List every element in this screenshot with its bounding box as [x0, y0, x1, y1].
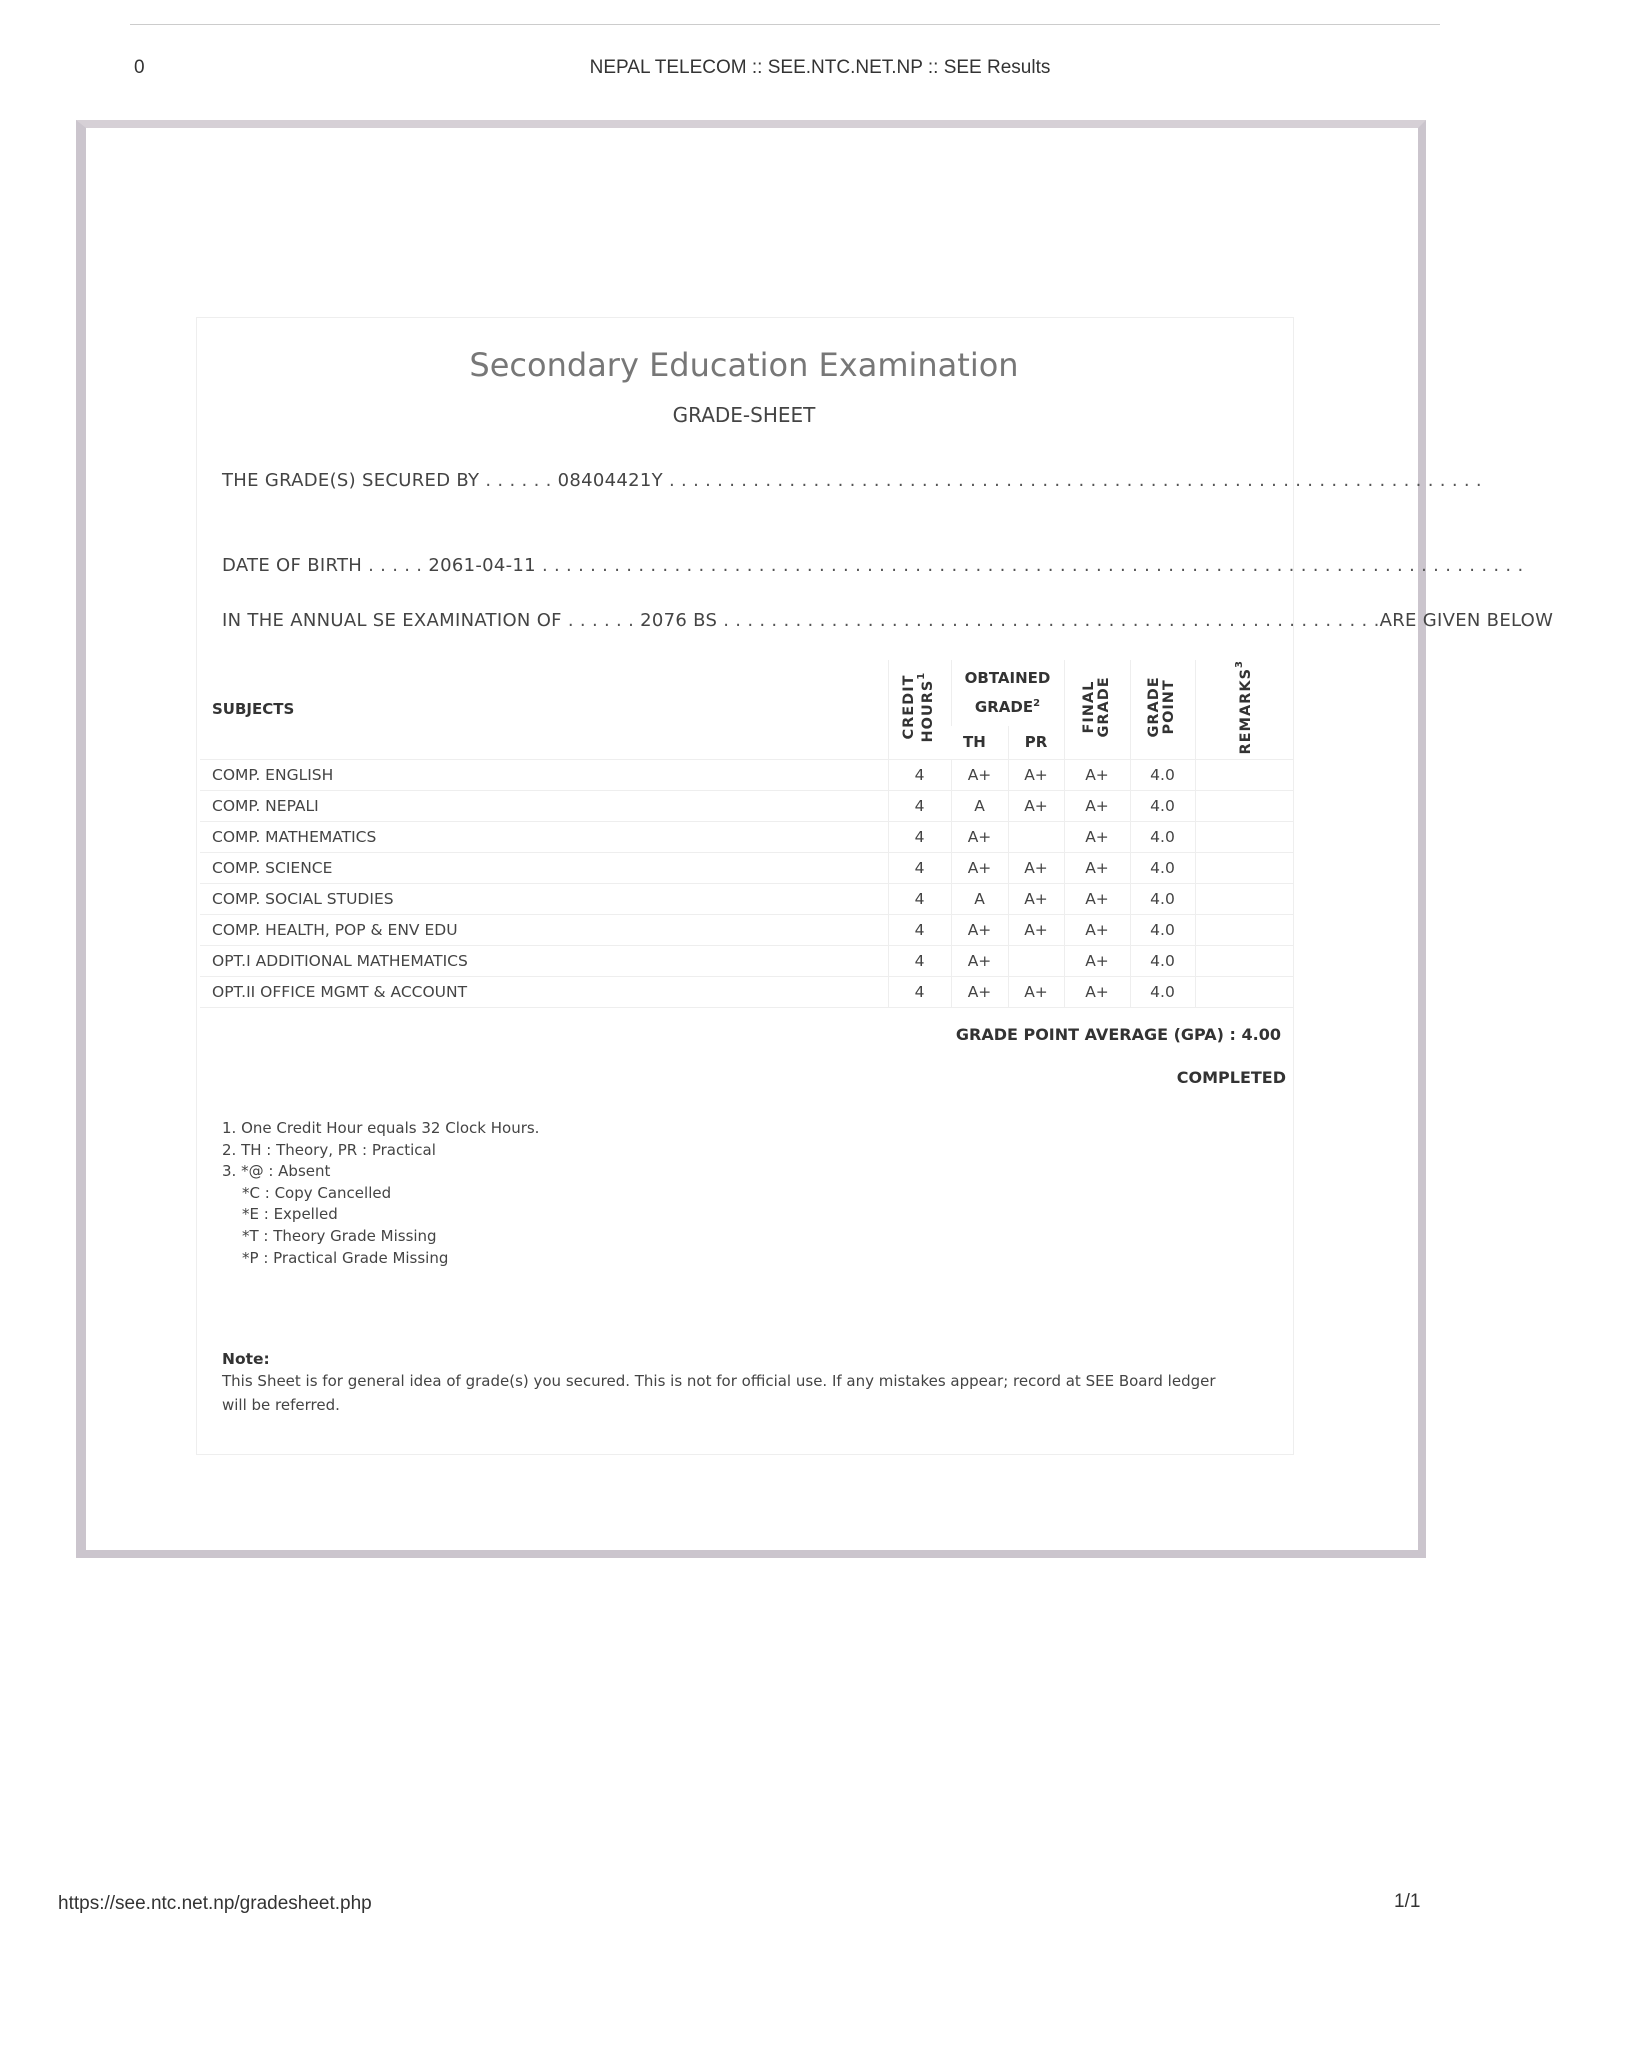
top-rule — [130, 24, 1440, 25]
cell-pr: A+ — [1008, 976, 1064, 1007]
cell-subject: COMP. HEALTH, POP & ENV EDU — [200, 914, 888, 945]
cell-credit: 4 — [888, 852, 951, 883]
cell-remarks — [1195, 821, 1293, 852]
cell-pr: A+ — [1008, 883, 1064, 914]
dob-line: DATE OF BIRTH . . . . . 2061-04-11 . . . . . . . . . . . . . . . . . . . . . . . . . . . . . . . . . . . . . . . . . . . . . . . . . . . . . . . . . . . . . . . . . . . . . . . . . . . . . . . . . . — [222, 555, 1524, 576]
cell-th: A+ — [951, 914, 1008, 945]
cell-remarks — [1195, 976, 1293, 1007]
cell-subject: COMP. ENGLISH — [200, 759, 888, 790]
cell-final: A+ — [1064, 790, 1130, 821]
exam-year: 2076 BS — [640, 610, 718, 631]
cell-th: A — [951, 790, 1008, 821]
table-row — [200, 759, 1293, 790]
footnote: 3. *@ : Absent — [222, 1162, 331, 1181]
secured-by-line: THE GRADE(S) SECURED BY . . . . . . 08404421Y . . . . . . . . . . . . . . . . . . . . . . . . . . . . . . . . . . . . . . . . . . . . . . . . . . . . . . . . . . . . . . . . . . . . — [222, 470, 1482, 491]
print-page-number: 0 — [134, 57, 145, 78]
cell-subject: OPT.II OFFICE MGMT & ACCOUNT — [200, 976, 888, 1007]
cell-final: A+ — [1064, 759, 1130, 790]
cell-th: A+ — [951, 976, 1008, 1007]
cell-remarks — [1195, 914, 1293, 945]
cell-credit: 4 — [888, 759, 951, 790]
print-footer-url: https://see.ntc.net.np/gradesheet.php — [58, 1893, 372, 1914]
cell-pr: A+ — [1008, 852, 1064, 883]
th-header: TH — [951, 726, 1008, 759]
footnotes — [222, 1118, 539, 1269]
cell-pr: A+ — [1008, 914, 1064, 945]
cell-th: A+ — [951, 945, 1008, 976]
grade-point-header: GRADE POINT — [1130, 660, 1195, 759]
table-row — [200, 852, 1293, 883]
cell-credit: 4 — [888, 914, 951, 945]
table-row — [200, 790, 1293, 821]
exam-line: IN THE ANNUAL SE EXAMINATION OF . . . . . . 2076 BS . . . . . . . . . . . . . . . . . . . . . . . . . . . . . . . . . . . . . . . . . . . . . . . . . . . . . . . ARE GIVEN BELOW — [222, 610, 1554, 631]
cell-subject: COMP. SOCIAL STUDIES — [200, 883, 888, 914]
note-label: Note: — [222, 1350, 270, 1368]
exam-title: Secondary Education Examination — [469, 346, 1019, 384]
final-grade-header: FINAL GRADE — [1064, 660, 1130, 759]
cell-subject: OPT.I ADDITIONAL MATHEMATICS — [200, 945, 888, 976]
footnote: *T : Theory Grade Missing — [242, 1226, 437, 1245]
cell-credit: 4 — [888, 945, 951, 976]
cell-gp: 4.0 — [1130, 821, 1195, 852]
footnote: *C : Copy Cancelled — [242, 1183, 392, 1202]
cell-gp: 4.0 — [1130, 852, 1195, 883]
cell-th: A+ — [951, 759, 1008, 790]
table-row — [200, 821, 1293, 852]
result-status: COMPLETED — [1176, 1068, 1286, 1087]
footnote: *P : Practical Grade Missing — [242, 1248, 449, 1267]
cell-gp: 4.0 — [1130, 790, 1195, 821]
cell-remarks — [1195, 790, 1293, 821]
grade-sheet-subtitle: GRADE-SHEET — [672, 403, 816, 427]
cell-gp: 4.0 — [1130, 759, 1195, 790]
note-text: This Sheet is for general idea of grade(s) you secured. This is not for official use. If any mistakes appear; record at SEE Board ledger will be referred. — [222, 1372, 1216, 1414]
remarks-header: REMARKS$^3$ — [1195, 660, 1293, 759]
cell-pr — [1008, 821, 1064, 852]
credit-hours-header: CREDIT HOURS$^1$ — [888, 660, 951, 759]
cell-final: A+ — [1064, 976, 1130, 1007]
cell-remarks — [1195, 883, 1293, 914]
footnote: 1. One Credit Hour equals 32 Clock Hours. — [222, 1119, 540, 1137]
cell-subject: COMP. MATHEMATICS — [200, 821, 888, 852]
cell-final: A+ — [1064, 821, 1130, 852]
gpa-summary: GRADE POINT AVERAGE (GPA) : 4.00 — [955, 1025, 1281, 1044]
exam-suffix: ARE GIVEN BELOW — [1379, 610, 1554, 631]
cell-remarks — [1195, 759, 1293, 790]
cell-th: A+ — [951, 821, 1008, 852]
cell-credit: 4 — [888, 976, 951, 1007]
cell-credit: 4 — [888, 883, 951, 914]
cell-credit: 4 — [888, 821, 951, 852]
subjects-header: SUBJECTS — [200, 660, 888, 759]
date-of-birth: 2061-04-11 — [428, 555, 536, 576]
cell-final: A+ — [1064, 945, 1130, 976]
cell-pr: A+ — [1008, 790, 1064, 821]
cell-final: A+ — [1064, 914, 1130, 945]
exam-label: IN THE ANNUAL SE EXAMINATION OF — [222, 610, 562, 631]
cell-th: A+ — [951, 852, 1008, 883]
cell-gp: 4.0 — [1130, 914, 1195, 945]
cell-gp: 4.0 — [1130, 945, 1195, 976]
symbol-number: 08404421Y — [557, 470, 663, 491]
cell-th: A — [951, 883, 1008, 914]
table-row — [200, 914, 1293, 945]
cell-credit: 4 — [888, 790, 951, 821]
cell-pr — [1008, 945, 1064, 976]
secured-by-label: THE GRADE(S) SECURED BY — [222, 470, 480, 491]
cell-pr: A+ — [1008, 759, 1064, 790]
grades-table — [200, 660, 1293, 1008]
print-footer-page: 1/1 — [1394, 1891, 1421, 1912]
obtained-grade-header: OBTAINED GRADE$^2$ — [951, 660, 1064, 726]
print-header-title: NEPAL TELECOM :: SEE.NTC.NET.NP :: SEE Results — [589, 57, 1051, 78]
table-row — [200, 945, 1293, 976]
cell-remarks — [1195, 852, 1293, 883]
dob-label: DATE OF BIRTH — [222, 555, 363, 576]
table-row — [200, 883, 1293, 914]
footnote: 2. TH : Theory, PR : Practical — [222, 1140, 436, 1159]
cell-gp: 4.0 — [1130, 883, 1195, 914]
table-row — [200, 976, 1293, 1007]
cell-final: A+ — [1064, 852, 1130, 883]
cell-final: A+ — [1064, 883, 1130, 914]
footnote: *E : Expelled — [242, 1205, 338, 1224]
cell-subject: COMP. NEPALI — [200, 790, 888, 821]
cell-subject: COMP. SCIENCE — [200, 852, 888, 883]
pr-header: PR — [1008, 726, 1064, 759]
cell-gp: 4.0 — [1130, 976, 1195, 1007]
cell-remarks — [1195, 945, 1293, 976]
